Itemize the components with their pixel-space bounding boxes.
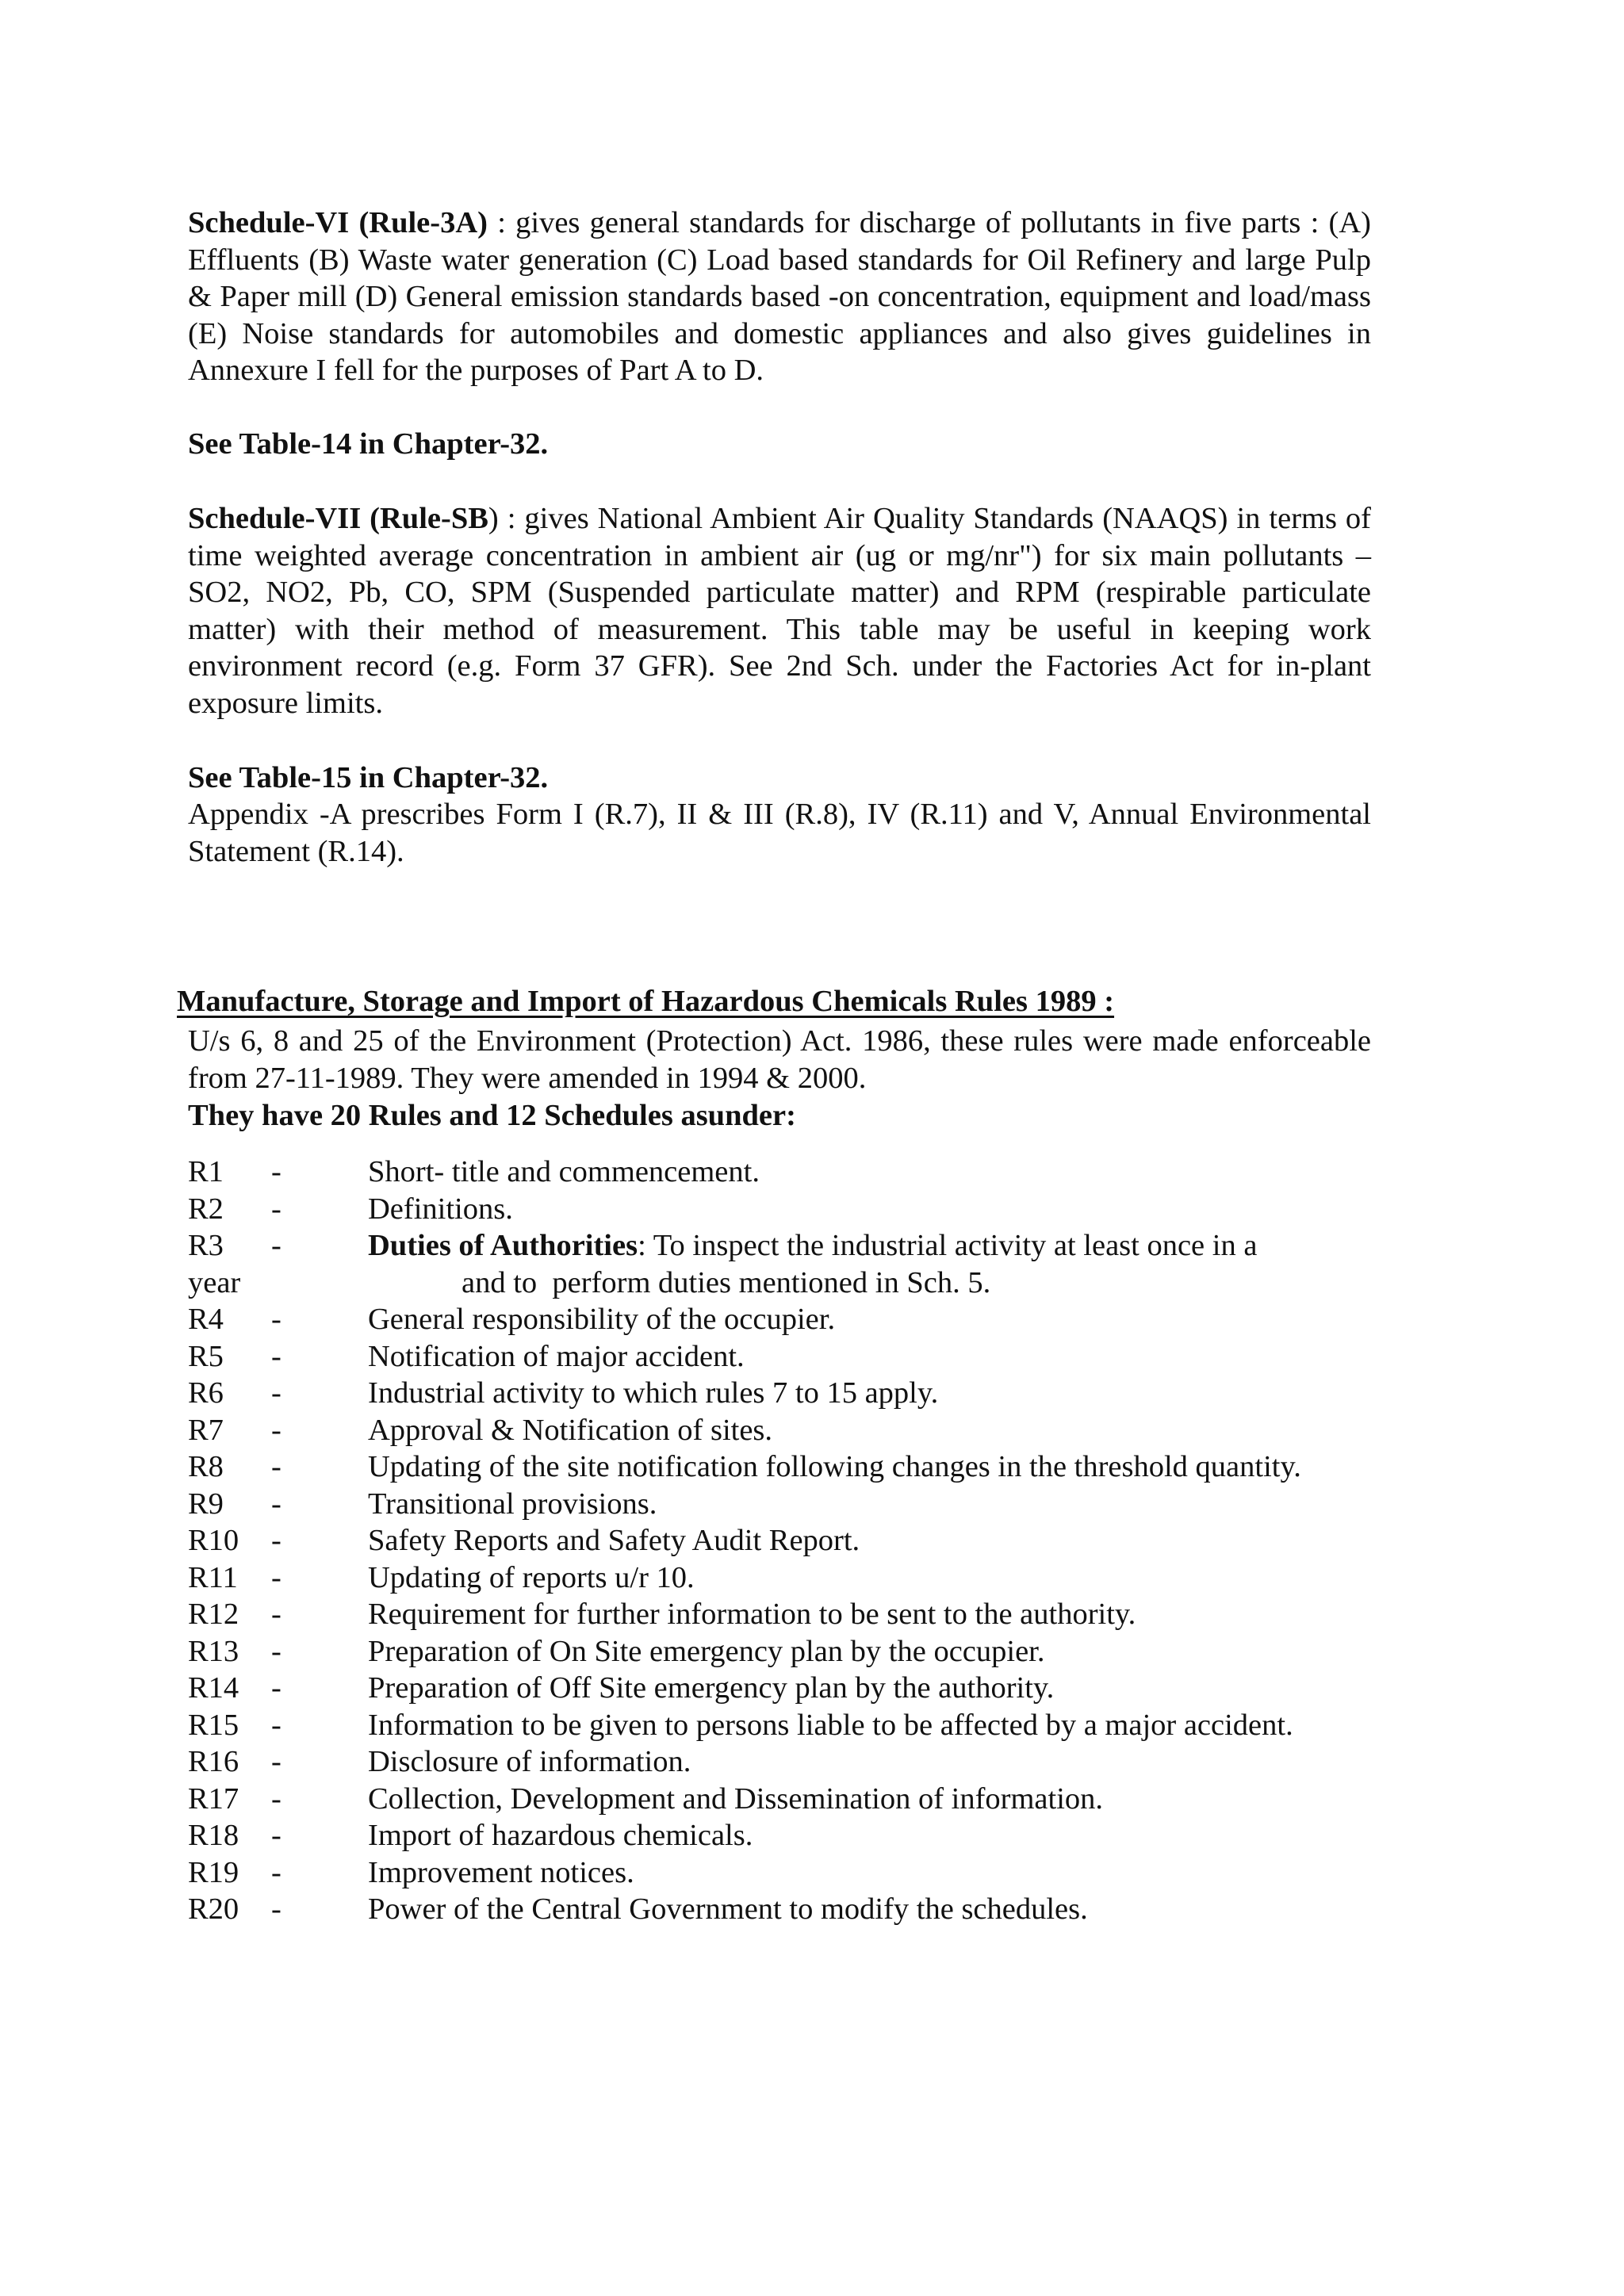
rule-code: R16 xyxy=(188,1745,239,1778)
rule-dash: - xyxy=(271,1745,282,1778)
schedule-vii-title-close: ) xyxy=(488,502,499,535)
rule-row-r16 xyxy=(188,1743,1371,1781)
rule-dash: - xyxy=(271,1781,282,1816)
rule-code: R7 xyxy=(188,1413,224,1447)
rule-row-r13 xyxy=(188,1633,1371,1670)
rule-text: Improvement notices. xyxy=(368,1855,634,1889)
rule-row-r14 xyxy=(188,1670,1371,1707)
rule-row-r20 xyxy=(188,1891,1371,1928)
rule-dash: - xyxy=(271,1671,282,1705)
rule-code: R14 xyxy=(188,1671,239,1705)
rule-row-r8 xyxy=(188,1448,1371,1486)
rule-row-r12 xyxy=(188,1596,1371,1633)
rule-code: R9 xyxy=(188,1487,224,1521)
rule-code: R1 xyxy=(188,1155,224,1188)
see-table-14: See Table-14 in Chapter-32. xyxy=(188,427,549,461)
rule-text: Industrial activity to which rules 7 to 15 apply. xyxy=(368,1376,939,1410)
schedule-vi-title: Schedule-VI (Rule-3A) xyxy=(188,206,488,239)
rule-row-r3 xyxy=(188,1227,1371,1301)
rule-r3-bold-label: Duties of Authorities xyxy=(368,1229,638,1262)
rule-text: Safety Reports and Safety Audit Report. xyxy=(368,1524,860,1557)
schedule-vii-title: Schedule-VII (Rule-SB xyxy=(188,502,488,535)
rule-dash: - xyxy=(271,1376,282,1410)
rule-code: R4 xyxy=(188,1303,224,1336)
rule-text: Short- title and commencement. xyxy=(368,1155,760,1188)
rule-dash: - xyxy=(271,1192,282,1226)
rules-subheading: They have 20 Rules and 12 Schedules asunder: xyxy=(188,1099,796,1132)
rule-dash: - xyxy=(271,1229,282,1262)
rule-code: R12 xyxy=(188,1598,239,1631)
rule-r3-year: year xyxy=(188,1265,241,1299)
hazardous-intro-paragraph: U/s 6, 8 and 25 of the Environment (Protection) Act. 1986, these rules were made enforceable from 27-11-1989. They were amended in 1994 & 2000. xyxy=(188,1024,1371,1095)
rule-dash: - xyxy=(271,1303,282,1336)
rule-text: Updating of the site notification following changes in the threshold quantity. xyxy=(368,1450,1301,1483)
rule-code: R2 xyxy=(188,1192,224,1226)
rule-dash: - xyxy=(271,1560,282,1594)
rule-row-r7 xyxy=(188,1412,1371,1449)
rule-text: Notification of major accident. xyxy=(368,1339,745,1373)
rule-text: Collection, Development and Dissemination of information. xyxy=(368,1781,1104,1816)
rule-dash: - xyxy=(271,1708,282,1742)
rule-code: R5 xyxy=(188,1339,224,1373)
rule-r3-text-line1: : To inspect the industrial activity at least once in a xyxy=(638,1229,1258,1262)
appendix-a-paragraph: Appendix -A prescribes Form I (R.7), II & III (R.8), IV (R.11) and V, Annual Environmental Statement (R.14). xyxy=(188,798,1371,868)
rule-text: Approval & Notification of sites. xyxy=(368,1413,773,1447)
rule-dash: - xyxy=(271,1339,282,1373)
rule-row-r17 xyxy=(188,1781,1371,1818)
rule-text: Disclosure of information. xyxy=(368,1745,691,1778)
schedule-vi-text: : gives general standards for discharge of pollutants in five parts : (A) Effluents (B) Waste water generation (C) Load based standards for Oil Refinery and large Pulp & Paper mill (D) General emission standards based -on concentration, equipment and load/mass (E) Noise standards for automobiles and domestic appliances and also gives guidelines in Annexure I fell for the purposes of Part A to D. xyxy=(188,206,1372,387)
rule-row-r10 xyxy=(188,1522,1371,1559)
rule-dash: - xyxy=(271,1524,282,1557)
rule-dash: - xyxy=(271,1450,282,1483)
rule-code: R13 xyxy=(188,1634,239,1668)
rule-row-r18 xyxy=(188,1817,1371,1854)
rule-row-r6 xyxy=(188,1375,1371,1412)
schedule-vii-text: : gives National Ambient Air Quality Standards (NAAQS) in terms of time weighted average concentration in ambient air (ug or mg/nr") for six main pollutants – SO2, NO2, Pb, CO, SPM (Suspended particulate matter) and RPM (respirable particulate matter) with their method of measurement. This table may be useful in keeping work environment record (e.g. Form 37 GFR). See 2nd Sch. under the Factories Act for in-plant exposure limits. xyxy=(188,502,1371,720)
rule-dash: - xyxy=(271,1487,282,1521)
rule-code: R15 xyxy=(188,1708,239,1742)
see-table-15: See Table-15 in Chapter-32. xyxy=(188,761,549,794)
schedule-vi-paragraph xyxy=(188,205,1371,389)
rule-text: Information to be given to persons liable to be affected by a major accident. xyxy=(368,1708,1293,1742)
rule-text: Definitions. xyxy=(368,1192,513,1226)
rules-list xyxy=(188,1154,1371,1928)
rule-text: Requirement for further information to be sent to the authority. xyxy=(368,1598,1136,1631)
rule-text: General responsibility of the occupier. xyxy=(368,1303,836,1336)
rule-row-r2 xyxy=(188,1191,1371,1228)
hazardous-chemicals-heading: Manufacture, Storage and Import of Hazardous Chemicals Rules 1989 : xyxy=(177,985,1115,1018)
schedule-vii-paragraph xyxy=(188,500,1371,721)
rule-text: Preparation of Off Site emergency plan by the authority. xyxy=(368,1671,1055,1705)
rule-dash: - xyxy=(271,1155,282,1188)
rule-row-r15 xyxy=(188,1707,1371,1744)
rule-row-r9 xyxy=(188,1486,1371,1523)
rule-row-r11 xyxy=(188,1559,1371,1597)
rule-row-r4 xyxy=(188,1301,1371,1338)
rule-text: Updating of reports u/r 10. xyxy=(368,1560,695,1594)
rule-dash: - xyxy=(271,1819,282,1852)
rule-row-r1 xyxy=(188,1154,1371,1191)
rule-code: R17 xyxy=(188,1781,239,1816)
rule-text: Transitional provisions. xyxy=(368,1487,657,1521)
rule-code: R6 xyxy=(188,1376,224,1410)
rule-code: R10 xyxy=(188,1524,239,1557)
rule-code: R8 xyxy=(188,1450,224,1483)
rule-text: Preparation of On Site emergency plan by the occupier. xyxy=(368,1634,1045,1668)
rule-code: R3 xyxy=(188,1229,224,1262)
rule-dash: - xyxy=(271,1855,282,1889)
rule-row-r5 xyxy=(188,1338,1371,1376)
rule-dash: - xyxy=(271,1598,282,1631)
rule-code: R11 xyxy=(188,1560,238,1594)
rule-dash: - xyxy=(271,1634,282,1668)
rule-code: R19 xyxy=(188,1855,239,1889)
rule-r3-text-line2: and to perform duties mentioned in Sch. 5. xyxy=(462,1265,991,1299)
rule-dash: - xyxy=(271,1413,282,1447)
rule-code: R18 xyxy=(188,1819,239,1852)
rule-text xyxy=(368,1227,1371,1265)
rule-code: R20 xyxy=(188,1892,239,1926)
rule-text: Import of hazardous chemicals. xyxy=(368,1819,753,1852)
rule-text: Power of the Central Government to modify the schedules. xyxy=(368,1892,1088,1926)
rule-dash: - xyxy=(271,1892,282,1926)
rule-row-r19 xyxy=(188,1854,1371,1892)
